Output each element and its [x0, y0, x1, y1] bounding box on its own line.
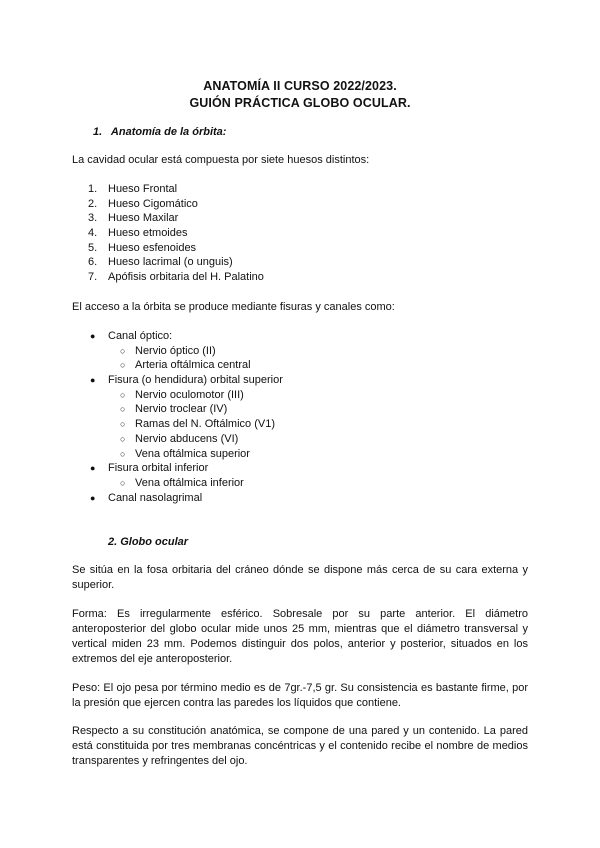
list-item: ○ Nervio óptico (II) [120, 344, 216, 357]
bullet-icon: ● [90, 463, 96, 474]
circle-bullet-icon: ○ [120, 389, 126, 400]
paragraph-constitution: Respecto a su constitución anatómica, se compone de una pared y un contenido. La pared está constituida por tres membranas concéntricas y el contenido recibe el nombre de medios transparentes y refringentes del ojo. [72, 725, 528, 767]
list-item: 1. Hueso Frontal [88, 183, 178, 195]
list-item: ○ Vena oftálmica inferior [120, 476, 244, 489]
document-title-line-2: GUIÓN PRÁCTICA GLOBO OCULAR. [189, 96, 411, 110]
section-1-intro: La cavidad ocular está compuesta por siete huesos distintos: [72, 154, 370, 166]
list-item: 5. Hueso esfenoides [88, 241, 197, 254]
bullet-icon: ● [90, 492, 96, 503]
list-item: 4. Hueso etmoides [88, 227, 188, 240]
list-item: 3. Hueso Maxilar [88, 212, 179, 225]
section-2-heading: 2. Globo ocular [108, 536, 189, 548]
list-item: ○ Nervio oculomotor (III) [120, 388, 244, 401]
circle-bullet-icon: ○ [120, 345, 126, 356]
list-item: ○ Vena oftálmica superior [120, 447, 250, 460]
list-item: ○ Ramas del N. Oftálmico (V1) [120, 418, 275, 431]
circle-bullet-icon: ○ [120, 448, 126, 459]
list-item: ○ Nervio troclear (IV) [120, 403, 228, 416]
circle-bullet-icon: ○ [120, 404, 126, 415]
circle-bullet-icon: ○ [120, 360, 126, 371]
list-item: 7. Apófisis orbitaria del H. Palatino [88, 271, 264, 284]
circle-bullet-icon: ○ [120, 433, 126, 444]
list-item: 6. Hueso lacrimal (o unguis) [88, 256, 233, 269]
list-item: ○ Nervio abducens (VI) [120, 432, 239, 445]
list-item: ● Canal óptico: [90, 330, 173, 342]
list-item: 2. Hueso Cigomático [88, 197, 198, 210]
paragraph-location: Se sitúa en la fosa orbitaria del cráneo dónde se dispone más cerca de su cara externa y superior. [72, 564, 528, 591]
circle-bullet-icon: ○ [120, 419, 126, 430]
bones-list [88, 182, 264, 285]
access-intro: El acceso a la órbita se produce mediante fisuras y canales como: [72, 301, 395, 313]
access-list [90, 329, 283, 505]
list-item: ○ Arteria oftálmica central [120, 359, 251, 372]
document-title-line-1: ANATOMÍA II CURSO 2022/2023. [203, 79, 397, 93]
paragraph-weight: Peso: El ojo pesa por término medio es de 7gr.-7,5 gr. Su consistencia es bastante firme, por la presión que ejercen contra las paredes los líquidos que contiene. [72, 682, 528, 709]
list-item: ● Fisura (o hendidura) orbital superior [90, 374, 283, 387]
paragraph-shape: Forma: Es irregularmente esférico. Sobresale por su parte anterior. El diámetro anteroposterior del globo ocular mide unos 25 mm, mientras que el diámetro transversal y vertical miden 23 mm. Podemos distinguir dos polos, anterior y posterior, situados en los extremos del eje anteroposterior. [72, 608, 528, 665]
section-1-heading: 1. Anatomía de la órbita: [93, 126, 227, 138]
list-item: ● Fisura orbital inferior [90, 462, 209, 475]
bullet-icon: ● [90, 375, 96, 386]
list-item: ● Canal nasolagrimal [90, 491, 203, 504]
circle-bullet-icon: ○ [120, 477, 126, 488]
bullet-icon: ● [90, 331, 96, 341]
